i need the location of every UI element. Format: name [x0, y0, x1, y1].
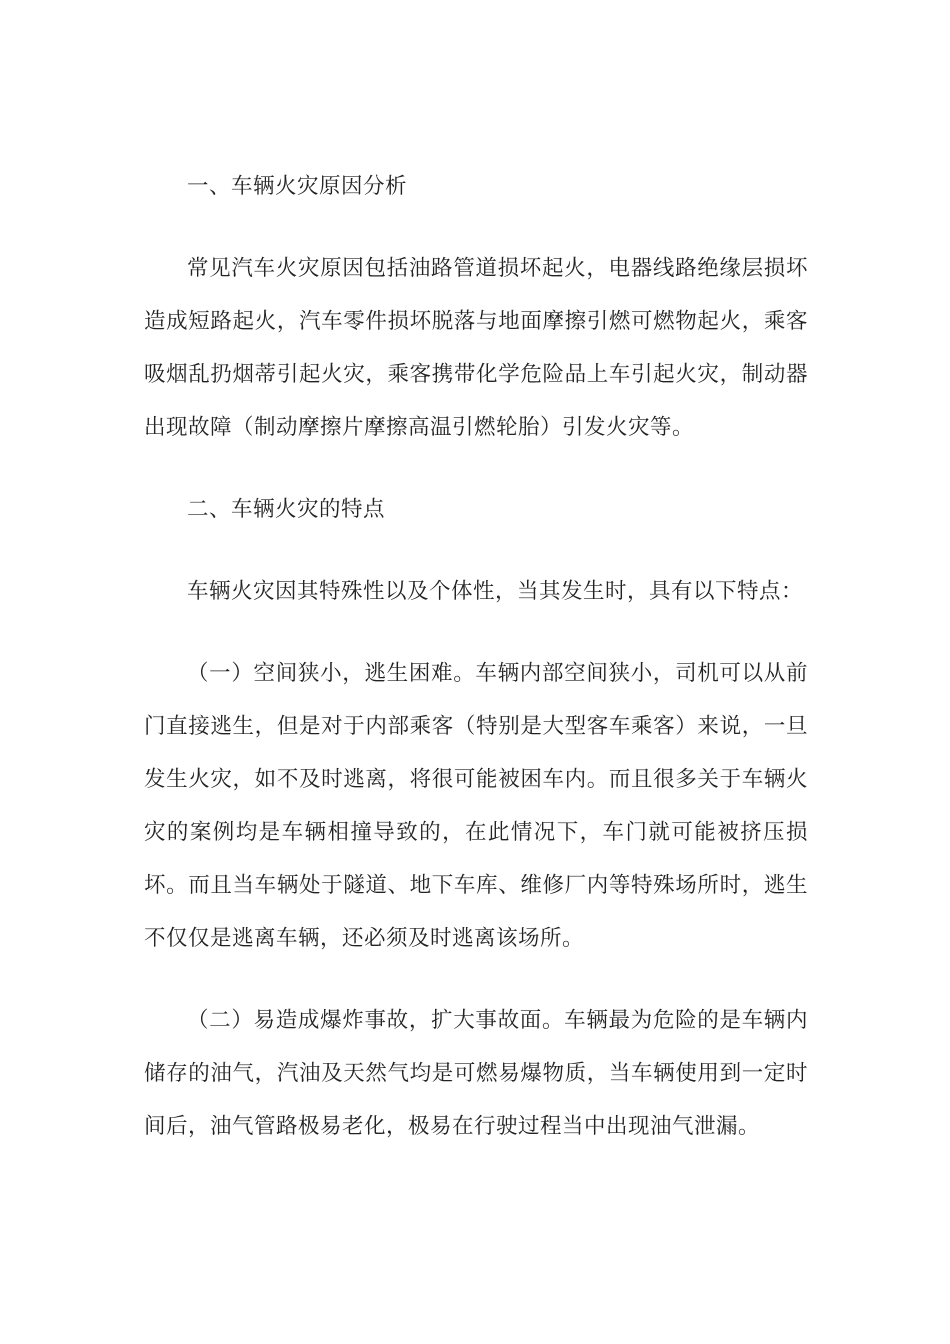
paragraph-characteristic-2: （二）易造成爆炸事故，扩大事故面。车辆最为危险的是车辆内储存的油气，汽油及天然气均是可燃易爆物质，当车辆使用到一定时间后，油气管路极易老化，极易在行驶过程当中出现油气泄漏。	[144, 1008, 808, 1139]
section-heading-characteristics: 二、车辆火灾的特点	[187, 497, 386, 522]
paragraph-causes: 常见汽车火灾原因包括油路管道损坏起火，电器线路绝缘层损坏造成短路起火，汽车零件损坏脱落与地面摩擦引燃可燃物起火，乘客吸烟乱扔烟蒂引起火灾，乘客携带化学危险品上车引起火灾，制动器出现故障（制动摩擦片摩擦高温引燃轮胎）引发火灾等。	[144, 256, 808, 440]
paragraph-characteristic-1: （一）空间狭小，逃生困难。车辆内部空间狭小，司机可以从前门直接逃生，但是对于内部乘客（特别是大型客车乘客）来说，一旦发生火灾，如不及时逃离，将很可能被困车内。而且很多关于车辆火灾的案例均是车辆相撞导致的，在此情况下，车门就可能被挤压损坏。而且当车辆处于隧道、地下车库、维修厂内等特殊场所时，逃生不仅仅是逃离车辆，还必须及时逃离该场所。	[144, 661, 808, 951]
section-heading-causes: 一、车辆火灾原因分析	[187, 174, 408, 199]
paragraph-characteristics-intro: 车辆火灾因其特殊性以及个体性，当其发生时，具有以下特点：	[187, 579, 804, 604]
document-body	[144, 160, 808, 1182]
